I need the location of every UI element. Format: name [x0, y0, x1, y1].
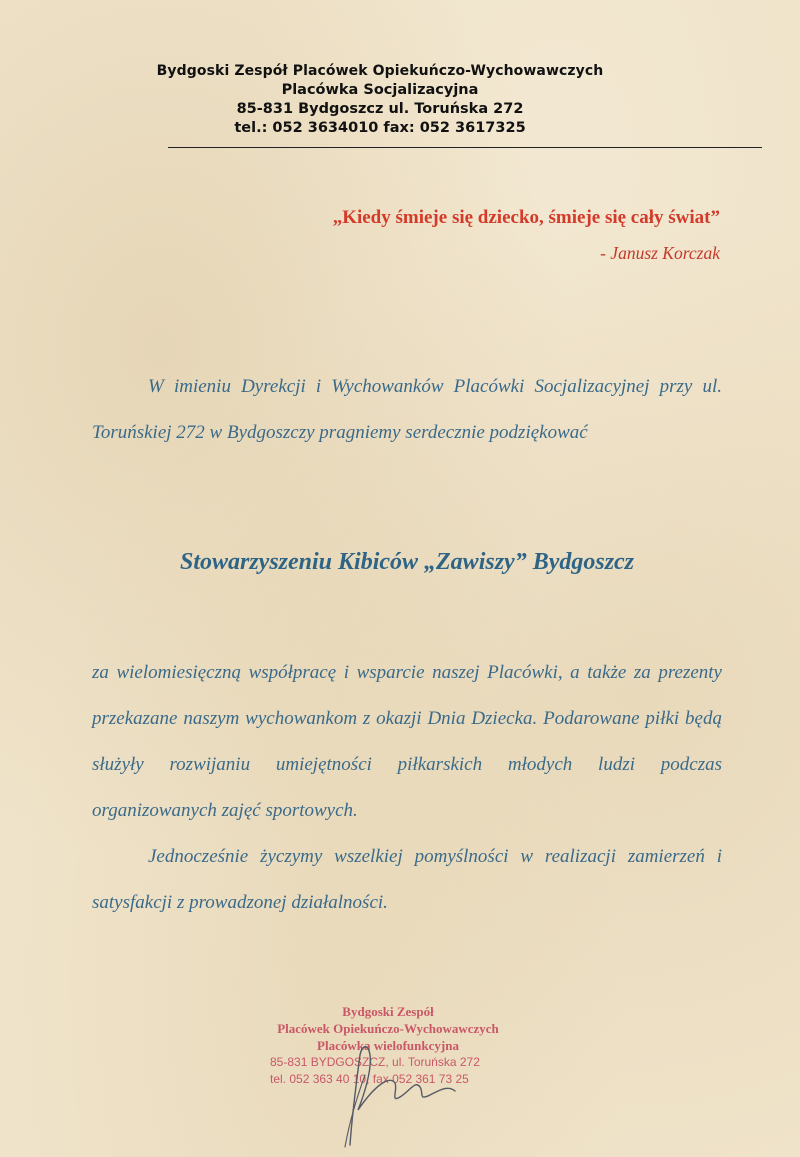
motto-author: - Janusz Korczak — [600, 243, 720, 263]
header-divider — [168, 147, 762, 148]
body-paragraph-2: Jednocześnie życzymy wszelkiej pomyślności w realizacji zamierzeń i satysfakcji z prowadzonej działalności. — [92, 846, 722, 913]
letterhead-unit: Placówka Socjalizacyjna — [281, 82, 479, 98]
body-paragraph-1: za wielomiesięczną współpracę i wsparcie naszej Placówki, a także za prezenty przekazane naszym wychowankom z okazji Dnia Dziecka. Podarowane piłki będą służyły rozwijaniu umiejętności piłkarskich młodych ludzi podczas organizowanych zajęć sportowych. — [92, 662, 722, 821]
handwritten-signature — [320, 1035, 480, 1150]
stamp-line-5: tel. 052 363 40 10, fax 052 361 73 25 — [270, 1072, 469, 1086]
letterhead — [120, 62, 640, 138]
letterhead-address: 85-831 Bydgoszcz ul. Toruńska 272 — [236, 101, 524, 117]
letterhead-contact: tel.: 052 3634010 fax: 052 3617325 — [234, 120, 526, 136]
intro-paragraph: W imieniu Dyrekcji i Wychowanków Placówki Socjalizacyjnej przy ul. Toruńskiej 272 w Bydgoszczy pragniemy serdecznie podziękować — [92, 376, 722, 443]
stamp-line-3: Placówka wielofunkcyjna — [317, 1038, 459, 1053]
stamp-line-1: Bydgoski Zespół — [342, 1004, 434, 1019]
stamp-line-2: Placówek Opiekuńczo-Wychowawczych — [277, 1021, 499, 1036]
recipient-name: Stowarzyszeniu Kibiców „Zawiszy” Bydgoszcz — [179, 549, 635, 575]
thanks-body — [92, 650, 722, 926]
motto-quote: „Kiedy śmieje się dziecko, śmieje się cały świat” — [332, 207, 720, 228]
stamp-line-4: 85-831 BYDGOSZCZ, ul. Toruńska 272 — [270, 1055, 480, 1069]
letterhead-organization: Bydgoski Zespół Placówek Opiekuńczo-Wychowawczych — [156, 63, 604, 79]
